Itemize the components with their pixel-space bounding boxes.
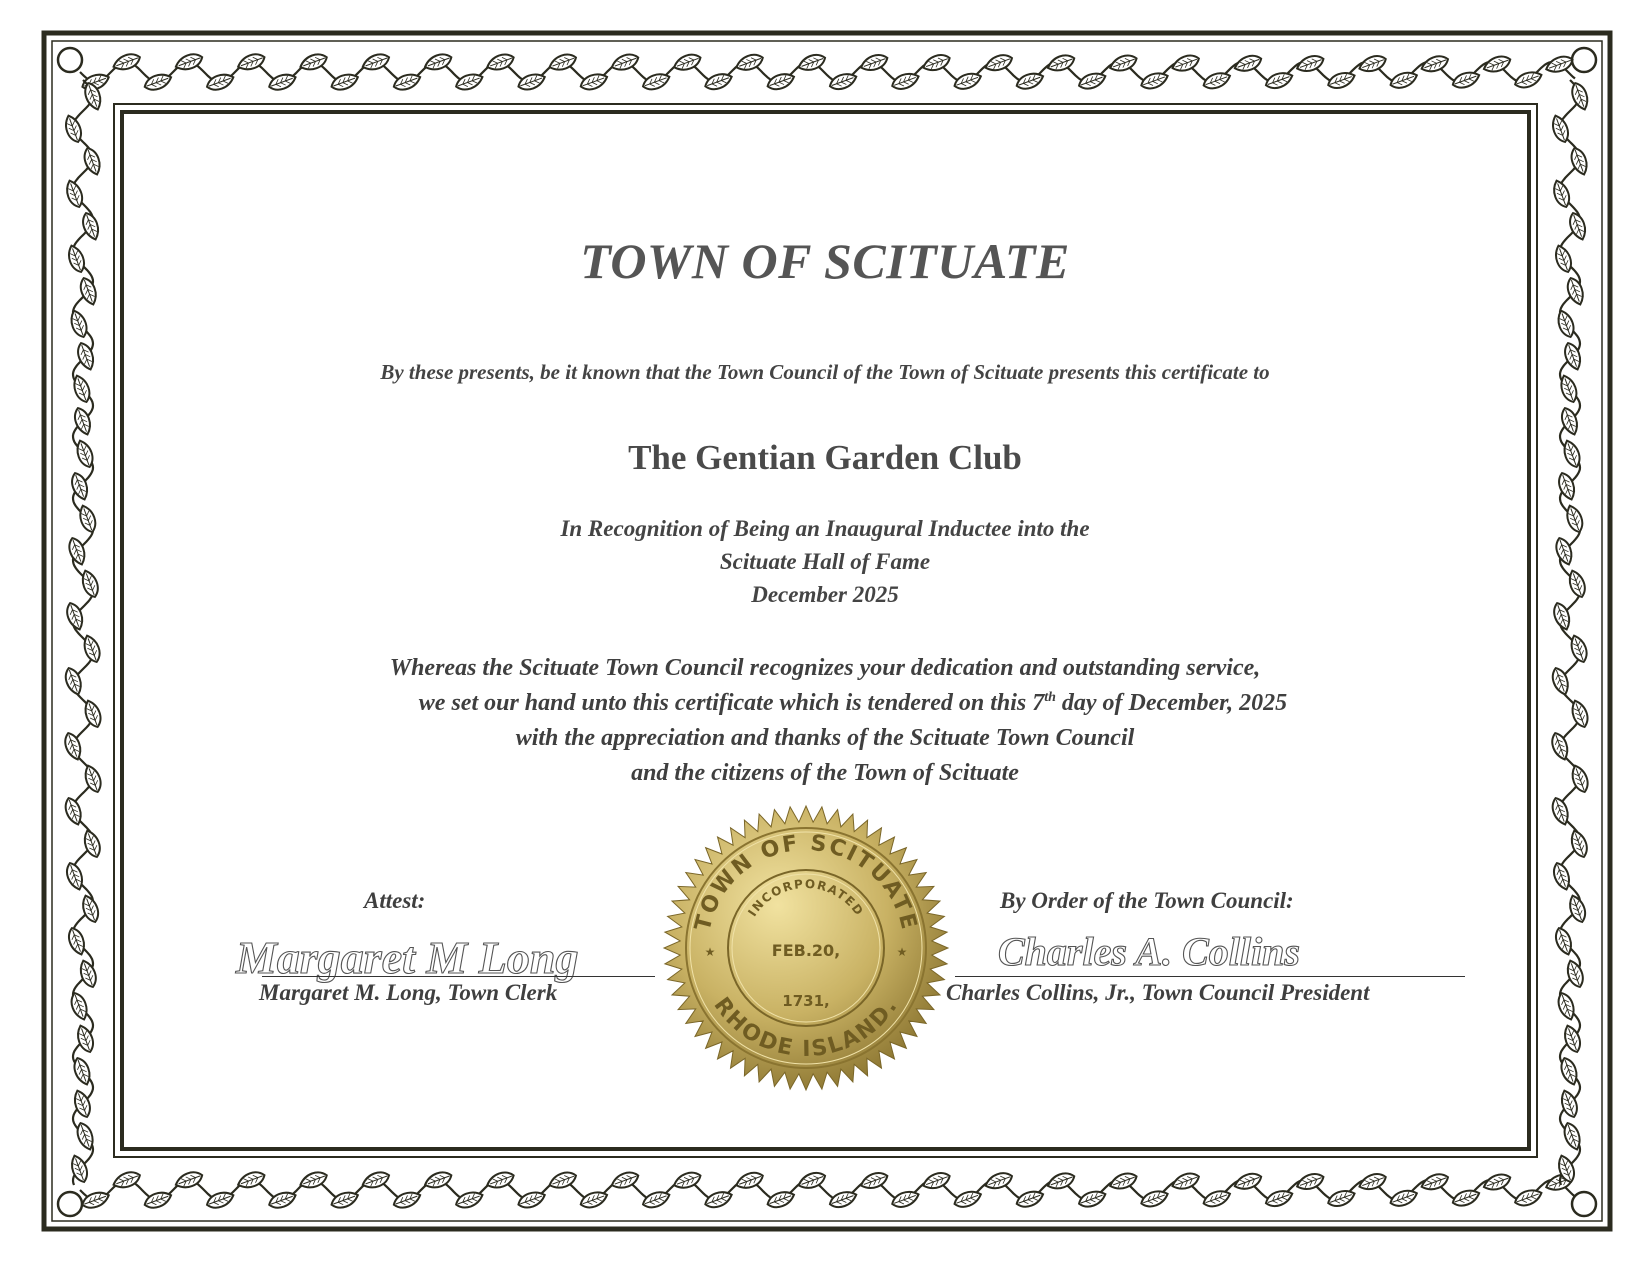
seal-right-star-icon: ★ xyxy=(896,945,908,959)
seal-left-star-icon: ★ xyxy=(704,945,716,959)
whereas-line-2-end: day of December, 2025 xyxy=(1055,690,1288,716)
council-signature-line xyxy=(955,976,1465,977)
ordinal-suffix: th xyxy=(1044,690,1056,705)
whereas-line-1: Whereas the Scituate Town Council recognizes your dedication and outstanding service, xyxy=(389,655,1261,681)
seal-top-text: TOWN OF SCITUATE xyxy=(690,830,922,934)
recipient-name: The Gentian Garden Club xyxy=(628,438,1022,477)
whereas-line-3: with the appreciation and thanks of the Scituate Town Council xyxy=(515,725,1135,751)
attest-label: Attest: xyxy=(364,888,426,913)
recognition-line-3: December 2025 xyxy=(751,582,899,607)
charles-collins-handwriting: Charles A. Collins xyxy=(998,929,1300,974)
charles-collins-signature xyxy=(990,915,1350,985)
whereas-line-2-start: we set our hand unto this certificate which is tendered on this 7 xyxy=(418,690,1045,716)
whereas-line-2 xyxy=(28,690,1650,717)
certificate-intro: By these presents, be it known that the Town Council of the Town of Scituate presents this certificate to xyxy=(380,360,1270,384)
margaret-long-handwriting: Margaret M Long xyxy=(236,932,579,983)
council-president-name: Charles Collins, Jr., Town Council President xyxy=(946,980,1370,1005)
town-seal xyxy=(656,798,956,1098)
council-order-label: By Order of the Town Council: xyxy=(1000,888,1294,913)
seal-incorporated: INCORPORATED xyxy=(745,876,867,919)
whereas-line-4: and the citizens of the Town of Scituate xyxy=(631,760,1019,786)
certificate-title: TOWN OF SCITUATE xyxy=(580,233,1070,289)
attest-name: Margaret M. Long, Town Clerk xyxy=(259,980,558,1005)
recognition-line-1: In Recognition of Being an Inaugural Inductee into the xyxy=(560,516,1090,541)
recognition-line-2: Scituate Hall of Fame xyxy=(719,549,931,574)
attest-signature-line xyxy=(262,976,655,977)
seal-bottom-text: RHODE ISLAND. xyxy=(708,993,904,1063)
seal-date: FEB.20, xyxy=(771,941,841,960)
seal-year: 1731, xyxy=(782,992,830,1010)
